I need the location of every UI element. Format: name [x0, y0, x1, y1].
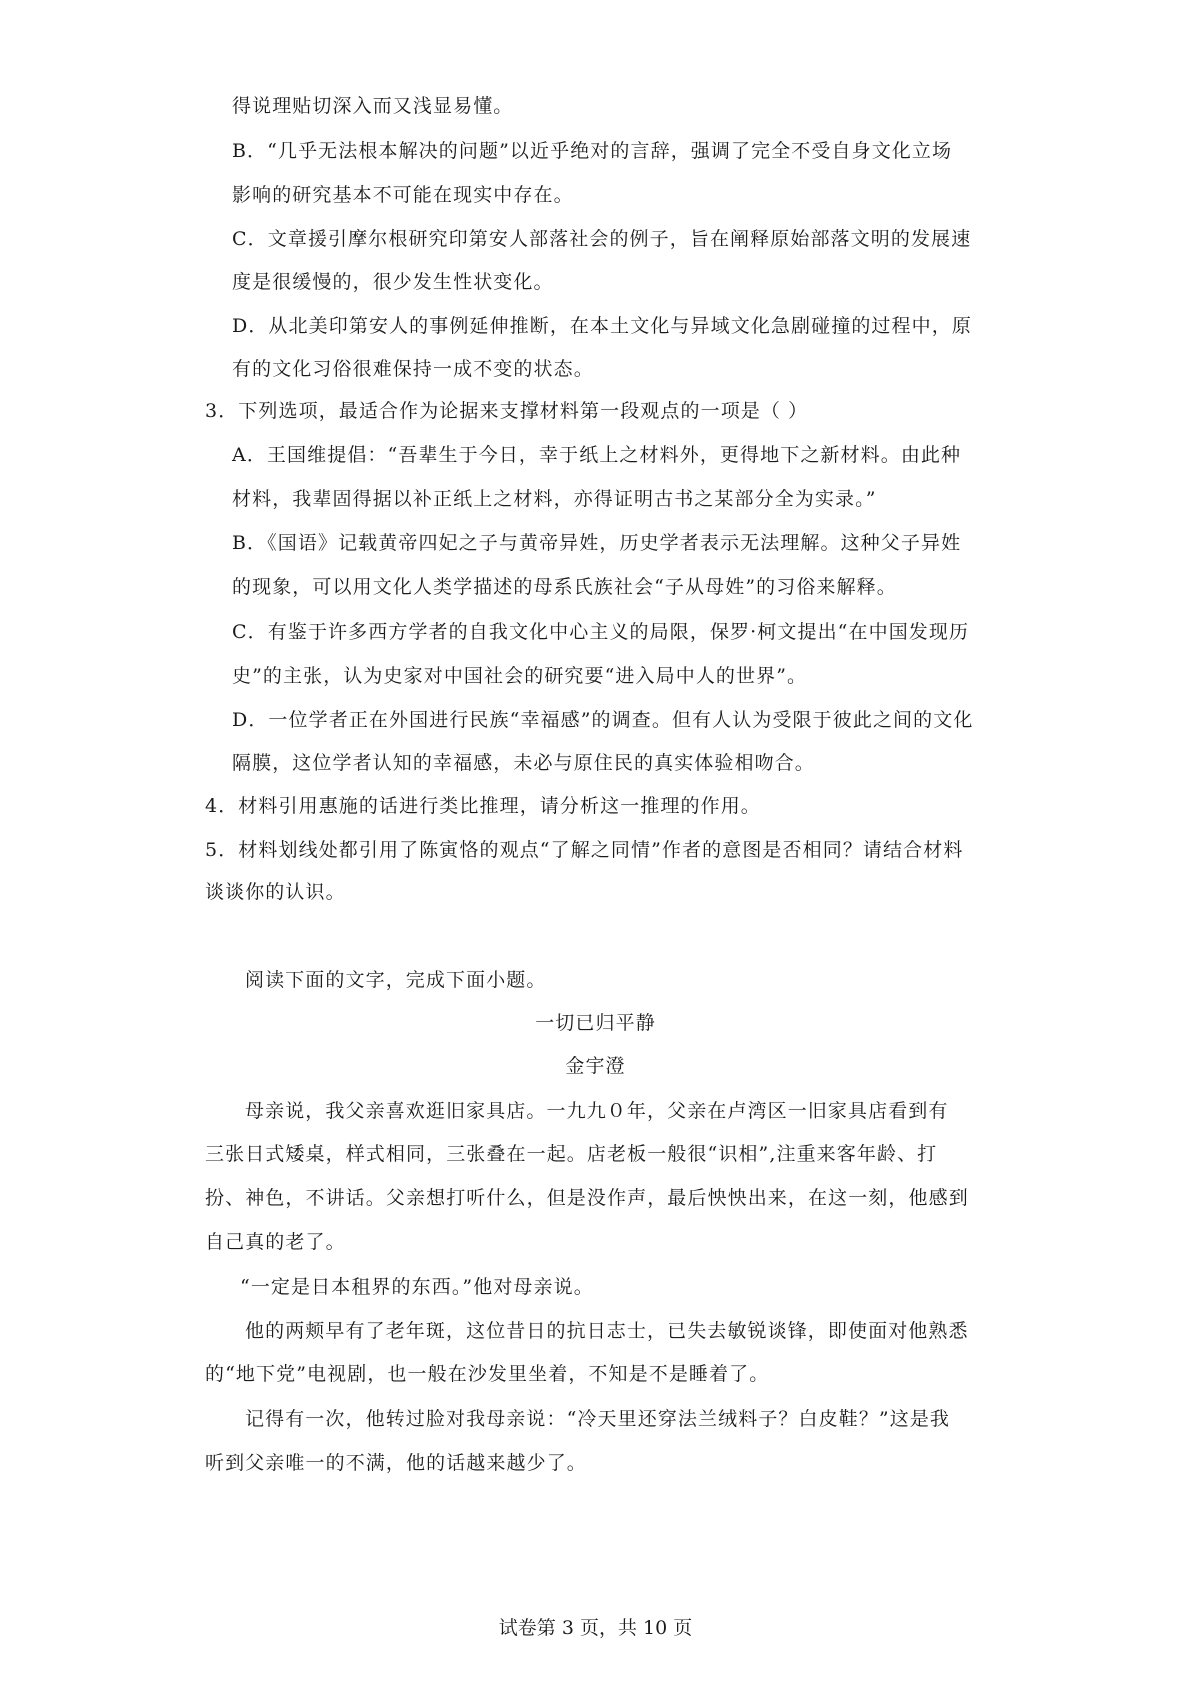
q4-stem: 4．材料引用惠施的话进行类比推理，请分析这一推理的作用。 — [205, 795, 761, 817]
q3-option-a-line2: 材料，我辈固得据以补正纸上之材料，亦得证明古书之某部分全为实录。” — [232, 488, 877, 510]
passage-p4-line1: 记得有一次，他转过脸对我母亲说：“冷天里还穿法兰绒料子？白皮鞋？”这是我 — [245, 1408, 951, 1430]
passage-title: 一切已归平静 — [535, 1012, 656, 1034]
page-footer — [0, 1616, 1191, 1640]
q2-option-c-line2: 度是很缓慢的，很少发生性状变化。 — [232, 271, 554, 293]
q3-option-a-line1: A．王国维提倡：“吾辈生于今日，幸于纸上之材料外，更得地下之新材料。由此种 — [232, 444, 962, 466]
q5-stem-line2: 谈谈你的认识。 — [205, 881, 346, 903]
passage-p1-line2: 三张日式矮桌，样式相同，三张叠在一起。店老板一般很“识相”,注重来客年龄、打 — [205, 1143, 938, 1165]
q2-option-b-line1: B．“几乎无法根本解决的问题”以近乎绝对的言辞，强调了完全不受自身文化立场 — [232, 140, 953, 162]
q2-option-c-line1: C．文章援引摩尔根研究印第安人部落社会的例子，旨在阐释原始部落文明的发展速 — [232, 228, 972, 250]
q3-stem: 3．下列选项，最适合作为论据来支撑材料第一段观点的一项是（ ） — [205, 400, 809, 422]
passage-p3-line1: 他的两颊早有了老年斑，这位昔日的抗日志士，已失去敏锐谈锋，即使面对他熟悉 — [245, 1320, 969, 1342]
passage-p1-line1: 母亲说，我父亲喜欢逛旧家具店。一九九０年，父亲在卢湾区一旧家具店看到有 — [245, 1100, 949, 1122]
q3-option-c-line1: C．有鉴于许多西方学者的自我文化中心主义的局限，保罗·柯文提出“在中国发现历 — [232, 621, 970, 643]
passage-p1-line4: 自己真的老了。 — [205, 1231, 346, 1253]
reading-instruction: 阅读下面的文字，完成下面小题。 — [245, 969, 547, 991]
passage-p1-line3: 扮、神色，不讲话。父亲想打听什么，但是没作声，最后怏怏出来，在这一刻，他感到 — [205, 1187, 969, 1209]
q3-option-d-line2: 隔膜，这位学者认知的幸福感，未必与原住民的真实体验相吻合。 — [232, 752, 815, 774]
passage-p3-line2: 的“地下党”电视剧，也一般在沙发里坐着，不知是不是睡着了。 — [205, 1363, 770, 1385]
q2-option-d-line2: 有的文化习俗很难保持一成不变的状态。 — [232, 358, 594, 380]
q3-option-c-line2: 史”的主张，认为史家对中国社会的研究要“进入局中人的世界”。 — [232, 665, 808, 687]
q2-option-a-tail: 得说理贴切深入而又浅显易懂。 — [232, 95, 514, 117]
q3-option-b-line1: B．《国语》记载黄帝四妃之子与黄帝异姓，历史学者表示无法理解。这种父子异姓 — [232, 532, 962, 554]
q5-stem-line1: 5．材料划线处都引用了陈寅恪的观点“了解之同情”作者的意图是否相同？请结合材料 — [205, 839, 964, 861]
page-number: 试卷第 3 页，共 10 页 — [498, 1617, 693, 1639]
q3-option-d-line1: D．一位学者正在外国进行民族“幸福感”的调查。但有人认为受限于彼此之间的文化 — [232, 709, 974, 731]
passage-p4-line2: 听到父亲唯一的不满，他的话越来越少了。 — [205, 1452, 587, 1474]
passage-author: 金宇澄 — [565, 1055, 626, 1077]
q2-option-b-line2: 影响的研究基本不可能在现实中存在。 — [232, 184, 574, 206]
q3-option-b-line2: 的现象，可以用文化人类学描述的母系氏族社会“子从母姓”的习俗来解释。 — [232, 576, 897, 598]
q2-option-d-line1: D．从北美印第安人的事例延伸推断，在本土文化与异域文化急剧碰撞的过程中，原 — [232, 315, 972, 337]
passage-p2: “一定是日本租界的东西。”他对母亲说。 — [240, 1276, 594, 1298]
